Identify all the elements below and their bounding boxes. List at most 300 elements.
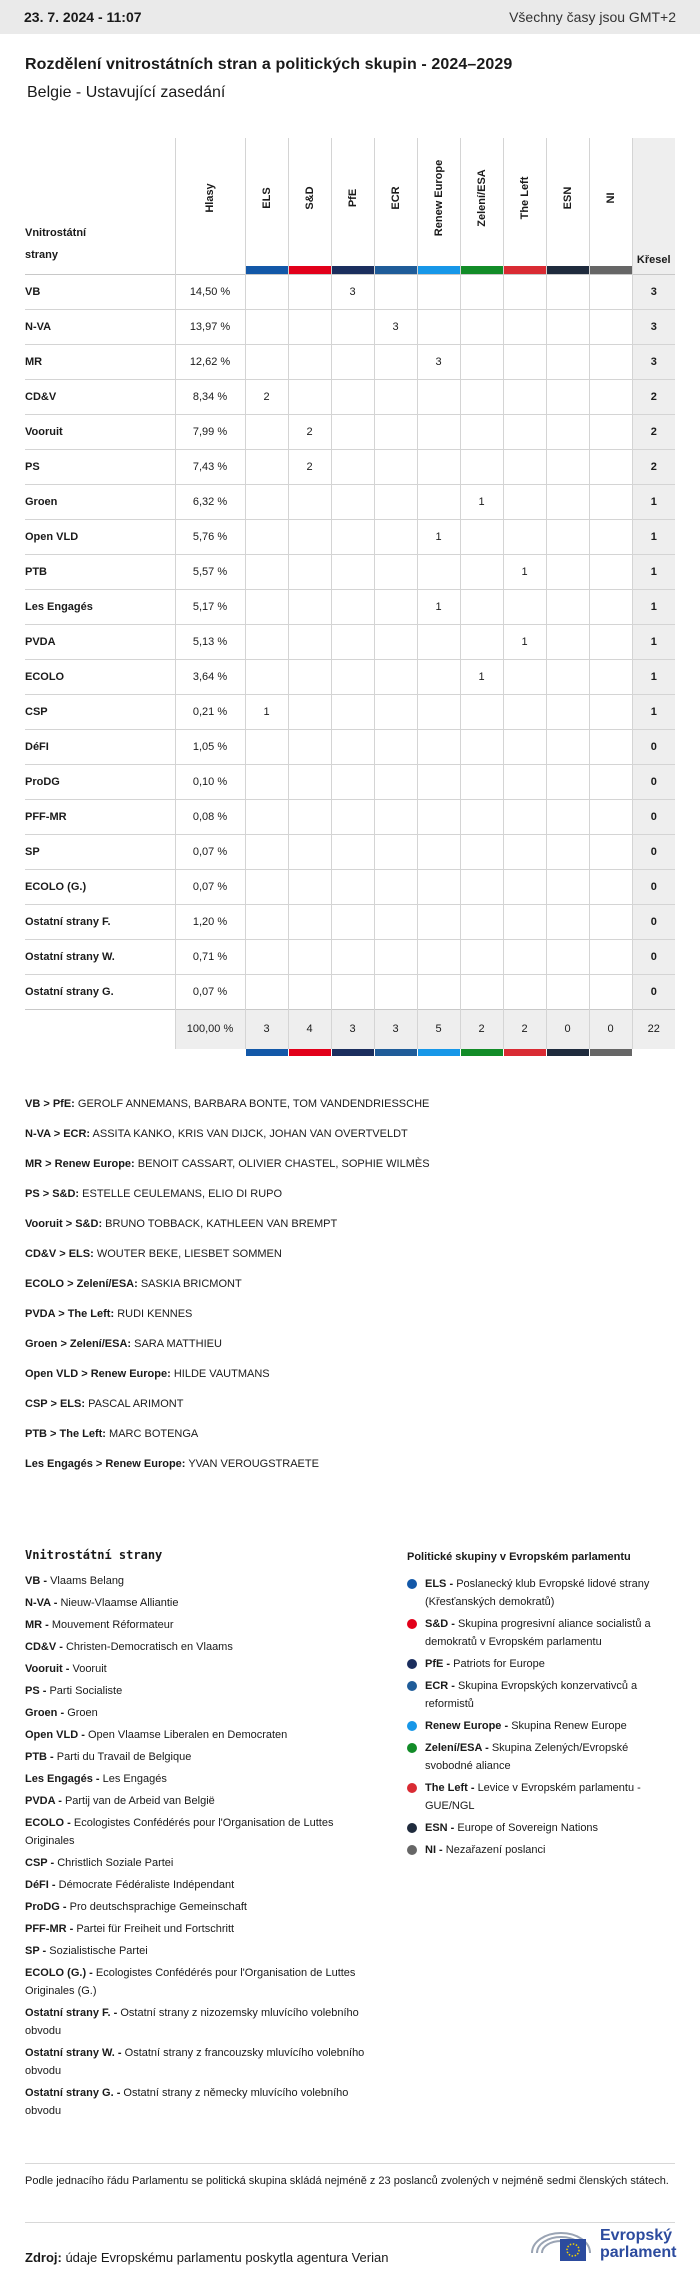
transfer-line: PS > S&D: ESTELLE CEULEMANS, ELIO DI RUPO xyxy=(25,1188,283,1200)
group-color-dot-icon xyxy=(407,1845,417,1855)
mep-transfers-list xyxy=(25,1097,675,1487)
party-votes: 1,20 % xyxy=(175,904,245,939)
group-total: 3 xyxy=(374,1009,417,1049)
group-seat-cell xyxy=(374,764,417,799)
totals-votes: 100,00 % xyxy=(175,1009,245,1049)
party-name: Open VLD xyxy=(25,530,79,543)
group-color-bar xyxy=(418,1049,460,1056)
results-table-wrapper xyxy=(25,138,675,1049)
group-seat-cell xyxy=(331,309,374,344)
party-seats: 0 xyxy=(632,834,675,869)
group-seat-cell xyxy=(546,729,589,764)
national-legend-item: VB - Vlaams Belang xyxy=(25,1575,125,1587)
group-seat-cell xyxy=(417,554,460,589)
group-seat-cell xyxy=(460,729,503,764)
divider xyxy=(25,2163,675,2164)
group-seat-cell xyxy=(374,974,417,1009)
group-seat-cell xyxy=(503,694,546,729)
group-seat-cell xyxy=(546,659,589,694)
group-seat-cell xyxy=(245,729,288,764)
group-seat-cell xyxy=(503,484,546,519)
group-seat-cell xyxy=(503,799,546,834)
group-seat-cell xyxy=(288,379,331,414)
group-seat-cell xyxy=(417,799,460,834)
header-group-renew-europe: Renew Europe xyxy=(417,138,460,274)
group-seat-cell xyxy=(417,694,460,729)
group-color-bar xyxy=(418,266,460,274)
group-seat-cell xyxy=(288,554,331,589)
group-seat-cell xyxy=(374,589,417,624)
group-legend-item: The Left - Levice v Evropském parlamentu - GUE/NGL xyxy=(407,1779,677,1815)
group-seat-cell xyxy=(331,659,374,694)
party-name: PS xyxy=(25,460,40,473)
table-row xyxy=(25,624,675,659)
group-seat-cell xyxy=(417,939,460,974)
party-votes: 0,07 % xyxy=(175,974,245,1009)
group-seat-cell xyxy=(589,904,632,939)
group-seat-cell xyxy=(288,939,331,974)
table-row xyxy=(25,869,675,904)
group-seat-cell xyxy=(245,904,288,939)
group-seat-cell xyxy=(546,939,589,974)
party-name: N-VA xyxy=(25,320,52,333)
group-seat-cell xyxy=(288,309,331,344)
group-seat-cell xyxy=(331,449,374,484)
group-seat-cell xyxy=(417,659,460,694)
party-seats: 0 xyxy=(632,729,675,764)
group-seat-cell xyxy=(245,484,288,519)
page-subtitle: Belgie - Ustavující zasedání xyxy=(27,84,226,101)
party-name: MR xyxy=(25,355,43,368)
group-seat-cell xyxy=(374,904,417,939)
group-seat-cell xyxy=(546,694,589,729)
party-name: VB xyxy=(25,285,41,298)
group-seat-cell xyxy=(460,554,503,589)
group-seat-cell: 2 xyxy=(288,414,331,449)
group-color-bar xyxy=(461,266,503,274)
group-seat-cell xyxy=(546,274,589,309)
political-groups-legend xyxy=(407,1548,677,1863)
transfer-line: VB > PfE: GEROLF ANNEMANS, BARBARA BONTE, TOM VANDENDRIESSCHE xyxy=(25,1098,430,1110)
group-seat-cell xyxy=(546,869,589,904)
party-seats: 1 xyxy=(632,554,675,589)
group-seat-cell xyxy=(460,869,503,904)
group-color-bar xyxy=(547,266,589,274)
group-seat-cell xyxy=(460,414,503,449)
group-seat-cell xyxy=(417,904,460,939)
group-seat-cell xyxy=(245,414,288,449)
parliament-emblem-icon xyxy=(528,2223,594,2265)
group-seat-cell xyxy=(374,939,417,974)
group-seat-cell xyxy=(589,309,632,344)
table-row xyxy=(25,344,675,379)
group-seat-cell xyxy=(589,694,632,729)
party-votes: 0,10 % xyxy=(175,764,245,799)
group-seat-cell xyxy=(331,589,374,624)
group-seat-cell xyxy=(288,729,331,764)
group-seat-cell xyxy=(503,274,546,309)
group-seat-cell xyxy=(546,589,589,624)
table-row xyxy=(25,414,675,449)
party-votes: 0,21 % xyxy=(175,694,245,729)
transfer-line: CSP > ELS: PASCAL ARIMONT xyxy=(25,1398,184,1410)
party-votes: 0,07 % xyxy=(175,869,245,904)
group-total: 3 xyxy=(331,1009,374,1049)
party-seats: 0 xyxy=(632,764,675,799)
group-seat-cell: 3 xyxy=(331,274,374,309)
group-seat-cell xyxy=(288,974,331,1009)
party-name: CSP xyxy=(25,705,48,718)
table-row xyxy=(25,729,675,764)
group-seat-cell xyxy=(245,519,288,554)
source-label: Zdroj: xyxy=(25,2250,62,2265)
group-seat-cell xyxy=(546,904,589,939)
group-seat-cell xyxy=(460,834,503,869)
group-total: 5 xyxy=(417,1009,460,1049)
national-legend-item: CD&V - Christen-Democratisch en Vlaams xyxy=(25,1641,233,1653)
group-total: 2 xyxy=(503,1009,546,1049)
header-group-pfe: PfE xyxy=(331,138,374,274)
group-seat-cell xyxy=(245,589,288,624)
group-seat-cell xyxy=(503,729,546,764)
group-color-dot-icon xyxy=(407,1681,417,1691)
group-seat-cell xyxy=(417,729,460,764)
group-color-dot-icon xyxy=(407,1743,417,1753)
group-seat-cell xyxy=(288,694,331,729)
group-legend-item: PfE - Patriots for Europe xyxy=(407,1655,677,1673)
source-note xyxy=(25,2250,388,2265)
transfer-line: PVDA > The Left: RUDI KENNES xyxy=(25,1308,193,1320)
national-parties-legend xyxy=(25,1548,365,2124)
party-seats: 2 xyxy=(632,414,675,449)
group-seat-cell xyxy=(374,659,417,694)
group-legend-item: Renew Europe - Skupina Renew Europe xyxy=(407,1717,677,1735)
party-name: PTB xyxy=(25,565,47,578)
group-seat-cell xyxy=(374,484,417,519)
national-legend-item: ECOLO - Ecologistes Confédérés pour l'Organisation de Luttes Originales xyxy=(25,1817,334,1847)
party-votes: 0,71 % xyxy=(175,939,245,974)
group-seat-cell xyxy=(288,764,331,799)
party-votes: 5,76 % xyxy=(175,519,245,554)
group-seat-cell xyxy=(503,764,546,799)
group-seat-cell xyxy=(288,344,331,379)
transfer-line: N-VA > ECR: ASSITA KANKO, KRIS VAN DIJCK, JOHAN VAN OVERTVELDT xyxy=(25,1128,408,1140)
party-seats: 1 xyxy=(632,624,675,659)
party-votes: 6,32 % xyxy=(175,484,245,519)
group-seat-cell xyxy=(417,414,460,449)
national-legend-item: Groen - Groen xyxy=(25,1707,98,1719)
group-seat-cell xyxy=(331,799,374,834)
party-name: ECOLO xyxy=(25,670,65,683)
results-table xyxy=(25,138,675,1049)
group-seat-cell xyxy=(374,729,417,764)
party-votes: 7,43 % xyxy=(175,449,245,484)
party-name: Vooruit xyxy=(25,425,63,438)
header-national-parties: Vnitrostátní strany xyxy=(25,226,87,261)
group-seat-cell xyxy=(374,869,417,904)
table-row xyxy=(25,799,675,834)
group-seat-cell xyxy=(417,764,460,799)
table-row xyxy=(25,694,675,729)
group-seat-cell xyxy=(460,764,503,799)
party-name: Groen xyxy=(25,495,58,508)
source-text: údaje Evropskému parlamentu poskytla agentura Verian xyxy=(61,2250,389,2265)
table-row xyxy=(25,974,675,1009)
group-seat-cell xyxy=(589,449,632,484)
group-seat-cell xyxy=(460,974,503,1009)
header-votes: Hlasy xyxy=(175,138,245,274)
national-legend-item: CSP - Christlich Soziale Partei xyxy=(25,1857,174,1869)
logo-text: Evropský parlament xyxy=(600,2227,677,2261)
group-seat-cell xyxy=(589,519,632,554)
group-seat-cell xyxy=(460,904,503,939)
group-legend-item: ESN - Europe of Sovereign Nations xyxy=(407,1819,677,1837)
party-seats: 2 xyxy=(632,379,675,414)
transfer-line: PTB > The Left: MARC BOTENGA xyxy=(25,1428,199,1440)
group-color-bar xyxy=(332,1049,374,1056)
party-name: Ostatní strany W. xyxy=(25,950,115,963)
party-votes: 0,07 % xyxy=(175,834,245,869)
party-seats: 1 xyxy=(632,519,675,554)
group-color-bar xyxy=(246,1049,288,1056)
group-seat-cell xyxy=(288,589,331,624)
group-seat-cell xyxy=(288,799,331,834)
group-color-bar xyxy=(375,266,417,274)
group-seat-cell xyxy=(460,344,503,379)
group-seat-cell xyxy=(546,764,589,799)
group-total: 4 xyxy=(288,1009,331,1049)
party-seats: 1 xyxy=(632,659,675,694)
group-seat-cell xyxy=(374,799,417,834)
header-group-the-left: The Left xyxy=(503,138,546,274)
transfer-line: Vooruit > S&D: BRUNO TOBBACK, KATHLEEN VAN BREMPT xyxy=(25,1218,338,1230)
national-legend-item: Les Engagés - Les Engagés xyxy=(25,1773,167,1785)
party-name: PVDA xyxy=(25,635,56,648)
rules-note: Podle jednacího řádu Parlamentu se politická skupina skládá nejméně z 23 poslanců zvolených v nejméně sedmi členských státech. xyxy=(25,2175,669,2187)
national-legend-item: Vooruit - Vooruit xyxy=(25,1663,107,1675)
group-seat-cell xyxy=(460,694,503,729)
table-row xyxy=(25,519,675,554)
national-legend-item: Open VLD - Open Vlaamse Liberalen en Democraten xyxy=(25,1729,288,1741)
group-seat-cell xyxy=(503,904,546,939)
national-legend-item: ProDG - Pro deutschsprachige Gemeinschaft xyxy=(25,1901,247,1913)
party-name: DéFI xyxy=(25,740,49,753)
national-legend-item: PS - Parti Socialiste xyxy=(25,1685,123,1697)
national-legend-item: SP - Sozialistische Partei xyxy=(25,1945,148,1957)
group-seat-cell xyxy=(288,484,331,519)
table-row xyxy=(25,834,675,869)
group-seat-cell xyxy=(245,764,288,799)
group-seat-cell xyxy=(589,729,632,764)
group-seat-cell xyxy=(503,974,546,1009)
group-seat-cell xyxy=(546,624,589,659)
group-seat-cell xyxy=(417,484,460,519)
group-seat-cell xyxy=(546,554,589,589)
group-seat-cell xyxy=(374,519,417,554)
transfer-line: MR > Renew Europe: BENOIT CASSART, OLIVIER CHASTEL, SOPHIE WILMÈS xyxy=(25,1158,430,1170)
group-total: 0 xyxy=(589,1009,632,1049)
party-votes: 13,97 % xyxy=(175,309,245,344)
group-seat-cell xyxy=(288,274,331,309)
header-seats: Křesel xyxy=(632,138,675,274)
group-color-dot-icon xyxy=(407,1659,417,1669)
group-seat-cell xyxy=(288,519,331,554)
group-seat-cell: 1 xyxy=(417,519,460,554)
group-seat-cell: 1 xyxy=(417,589,460,624)
group-seat-cell xyxy=(331,729,374,764)
party-votes: 5,13 % xyxy=(175,624,245,659)
table-row xyxy=(25,379,675,414)
group-seat-cell xyxy=(331,414,374,449)
party-name: PFF-MR xyxy=(25,810,67,823)
group-legend-item: ELS - Poslanecký klub Evropské lidové strany (Křesťanských demokratů) xyxy=(407,1575,677,1611)
party-seats: 3 xyxy=(632,344,675,379)
group-seat-cell xyxy=(589,869,632,904)
party-votes: 14,50 % xyxy=(175,274,245,309)
group-seat-cell xyxy=(417,274,460,309)
group-seat-cell xyxy=(503,449,546,484)
header-group-esn: ESN xyxy=(546,138,589,274)
group-color-bar xyxy=(246,266,288,274)
group-seat-cell xyxy=(546,834,589,869)
group-seat-cell xyxy=(546,344,589,379)
group-color-bar xyxy=(332,266,374,274)
group-color-bar xyxy=(461,1049,503,1056)
party-votes: 5,17 % xyxy=(175,589,245,624)
group-seat-cell: 3 xyxy=(417,344,460,379)
party-name: Ostatní strany G. xyxy=(25,985,114,998)
group-seat-cell xyxy=(245,554,288,589)
transfer-line: Groen > Zelení/ESA: SARA MATTHIEU xyxy=(25,1338,222,1350)
party-votes: 0,08 % xyxy=(175,799,245,834)
group-seat-cell xyxy=(245,834,288,869)
party-seats: 1 xyxy=(632,484,675,519)
group-seat-cell xyxy=(288,624,331,659)
group-seat-cell: 2 xyxy=(245,379,288,414)
group-seat-cell xyxy=(589,834,632,869)
group-seat-cell xyxy=(288,904,331,939)
group-seat-cell xyxy=(589,659,632,694)
group-total: 0 xyxy=(546,1009,589,1049)
group-seat-cell xyxy=(503,659,546,694)
party-name: CD&V xyxy=(25,390,57,403)
group-seat-cell xyxy=(589,799,632,834)
party-votes: 12,62 % xyxy=(175,344,245,379)
party-seats: 0 xyxy=(632,904,675,939)
group-seat-cell xyxy=(417,869,460,904)
group-seat-cell: 1 xyxy=(503,624,546,659)
table-row xyxy=(25,309,675,344)
group-color-bar xyxy=(504,266,546,274)
national-legend-item: PFF-MR - Partei für Freiheit und Fortschritt xyxy=(25,1923,235,1935)
group-seat-cell xyxy=(460,799,503,834)
group-seat-cell xyxy=(374,449,417,484)
group-seat-cell xyxy=(460,449,503,484)
transfer-line: Open VLD > Renew Europe: HILDE VAUTMANS xyxy=(25,1368,270,1380)
group-seat-cell xyxy=(331,834,374,869)
group-seat-cell: 1 xyxy=(460,484,503,519)
group-seat-cell xyxy=(374,554,417,589)
table-row xyxy=(25,484,675,519)
party-votes: 5,57 % xyxy=(175,554,245,589)
group-seat-cell xyxy=(546,379,589,414)
group-seat-cell xyxy=(503,344,546,379)
group-seat-cell xyxy=(331,344,374,379)
group-legend-item: Zelení/ESA - Skupina Zelených/Evropské svobodné aliance xyxy=(407,1739,677,1775)
group-seat-cell xyxy=(417,624,460,659)
national-legend-item: MR - Mouvement Réformateur xyxy=(25,1619,174,1631)
group-color-bar xyxy=(289,266,331,274)
table-row xyxy=(25,659,675,694)
group-seat-cell xyxy=(503,379,546,414)
group-color-bar xyxy=(504,1049,546,1056)
group-seat-cell xyxy=(503,414,546,449)
party-votes: 3,64 % xyxy=(175,659,245,694)
party-name: Les Engagés xyxy=(25,600,93,613)
group-legend-item: ECR - Skupina Evropských konzervativců a reformistů xyxy=(407,1677,677,1713)
totals-label-cell xyxy=(25,1009,175,1049)
group-seat-cell xyxy=(288,659,331,694)
party-seats: 2 xyxy=(632,449,675,484)
header-group-s-and-d: S&D xyxy=(288,138,331,274)
group-seat-cell xyxy=(245,449,288,484)
table-row xyxy=(25,939,675,974)
party-name: SP xyxy=(25,845,40,858)
group-seat-cell xyxy=(460,274,503,309)
national-legend-item: Ostatní strany W. - Ostatní strany z francouzsky mluvícího volebního obvodu xyxy=(25,2047,365,2077)
group-seat-cell xyxy=(374,344,417,379)
party-seats: 0 xyxy=(632,939,675,974)
table-row xyxy=(25,904,675,939)
group-seat-cell xyxy=(503,834,546,869)
group-legend-item: S&D - Skupina progresivní aliance socialistů a demokratů v Evropském parlamentu xyxy=(407,1615,677,1651)
table-row xyxy=(25,764,675,799)
european-parliament-logo xyxy=(528,2222,678,2266)
group-seat-cell xyxy=(245,309,288,344)
group-seat-cell xyxy=(374,694,417,729)
group-seat-cell xyxy=(245,974,288,1009)
group-seat-cell: 1 xyxy=(245,694,288,729)
group-seat-cell xyxy=(331,519,374,554)
group-color-bar xyxy=(547,1049,589,1056)
group-color-dot-icon xyxy=(407,1721,417,1731)
group-seat-cell xyxy=(245,869,288,904)
group-seat-cell xyxy=(331,379,374,414)
group-seat-cell xyxy=(374,274,417,309)
table-row xyxy=(25,554,675,589)
group-seat-cell xyxy=(331,869,374,904)
group-seat-cell xyxy=(546,309,589,344)
group-seat-cell xyxy=(589,974,632,1009)
group-seat-cell xyxy=(546,974,589,1009)
group-seat-cell: 1 xyxy=(460,659,503,694)
group-seat-cell xyxy=(245,659,288,694)
group-seat-cell: 3 xyxy=(374,309,417,344)
header-group-zelen-esa: Zelení/ESA xyxy=(460,138,503,274)
group-seat-cell xyxy=(546,414,589,449)
group-seat-cell xyxy=(460,939,503,974)
party-seats: 1 xyxy=(632,694,675,729)
national-legend-item: DéFI - Démocrate Fédéraliste Indépendant xyxy=(25,1879,235,1891)
group-seat-cell xyxy=(245,624,288,659)
group-seat-cell xyxy=(503,869,546,904)
group-seat-cell xyxy=(331,624,374,659)
group-seat-cell xyxy=(546,484,589,519)
group-seat-cell xyxy=(331,974,374,1009)
group-seat-cell xyxy=(589,414,632,449)
group-seat-cell: 2 xyxy=(288,449,331,484)
group-legend-title: Politické skupiny v Evropském parlamentu xyxy=(407,1551,631,1563)
